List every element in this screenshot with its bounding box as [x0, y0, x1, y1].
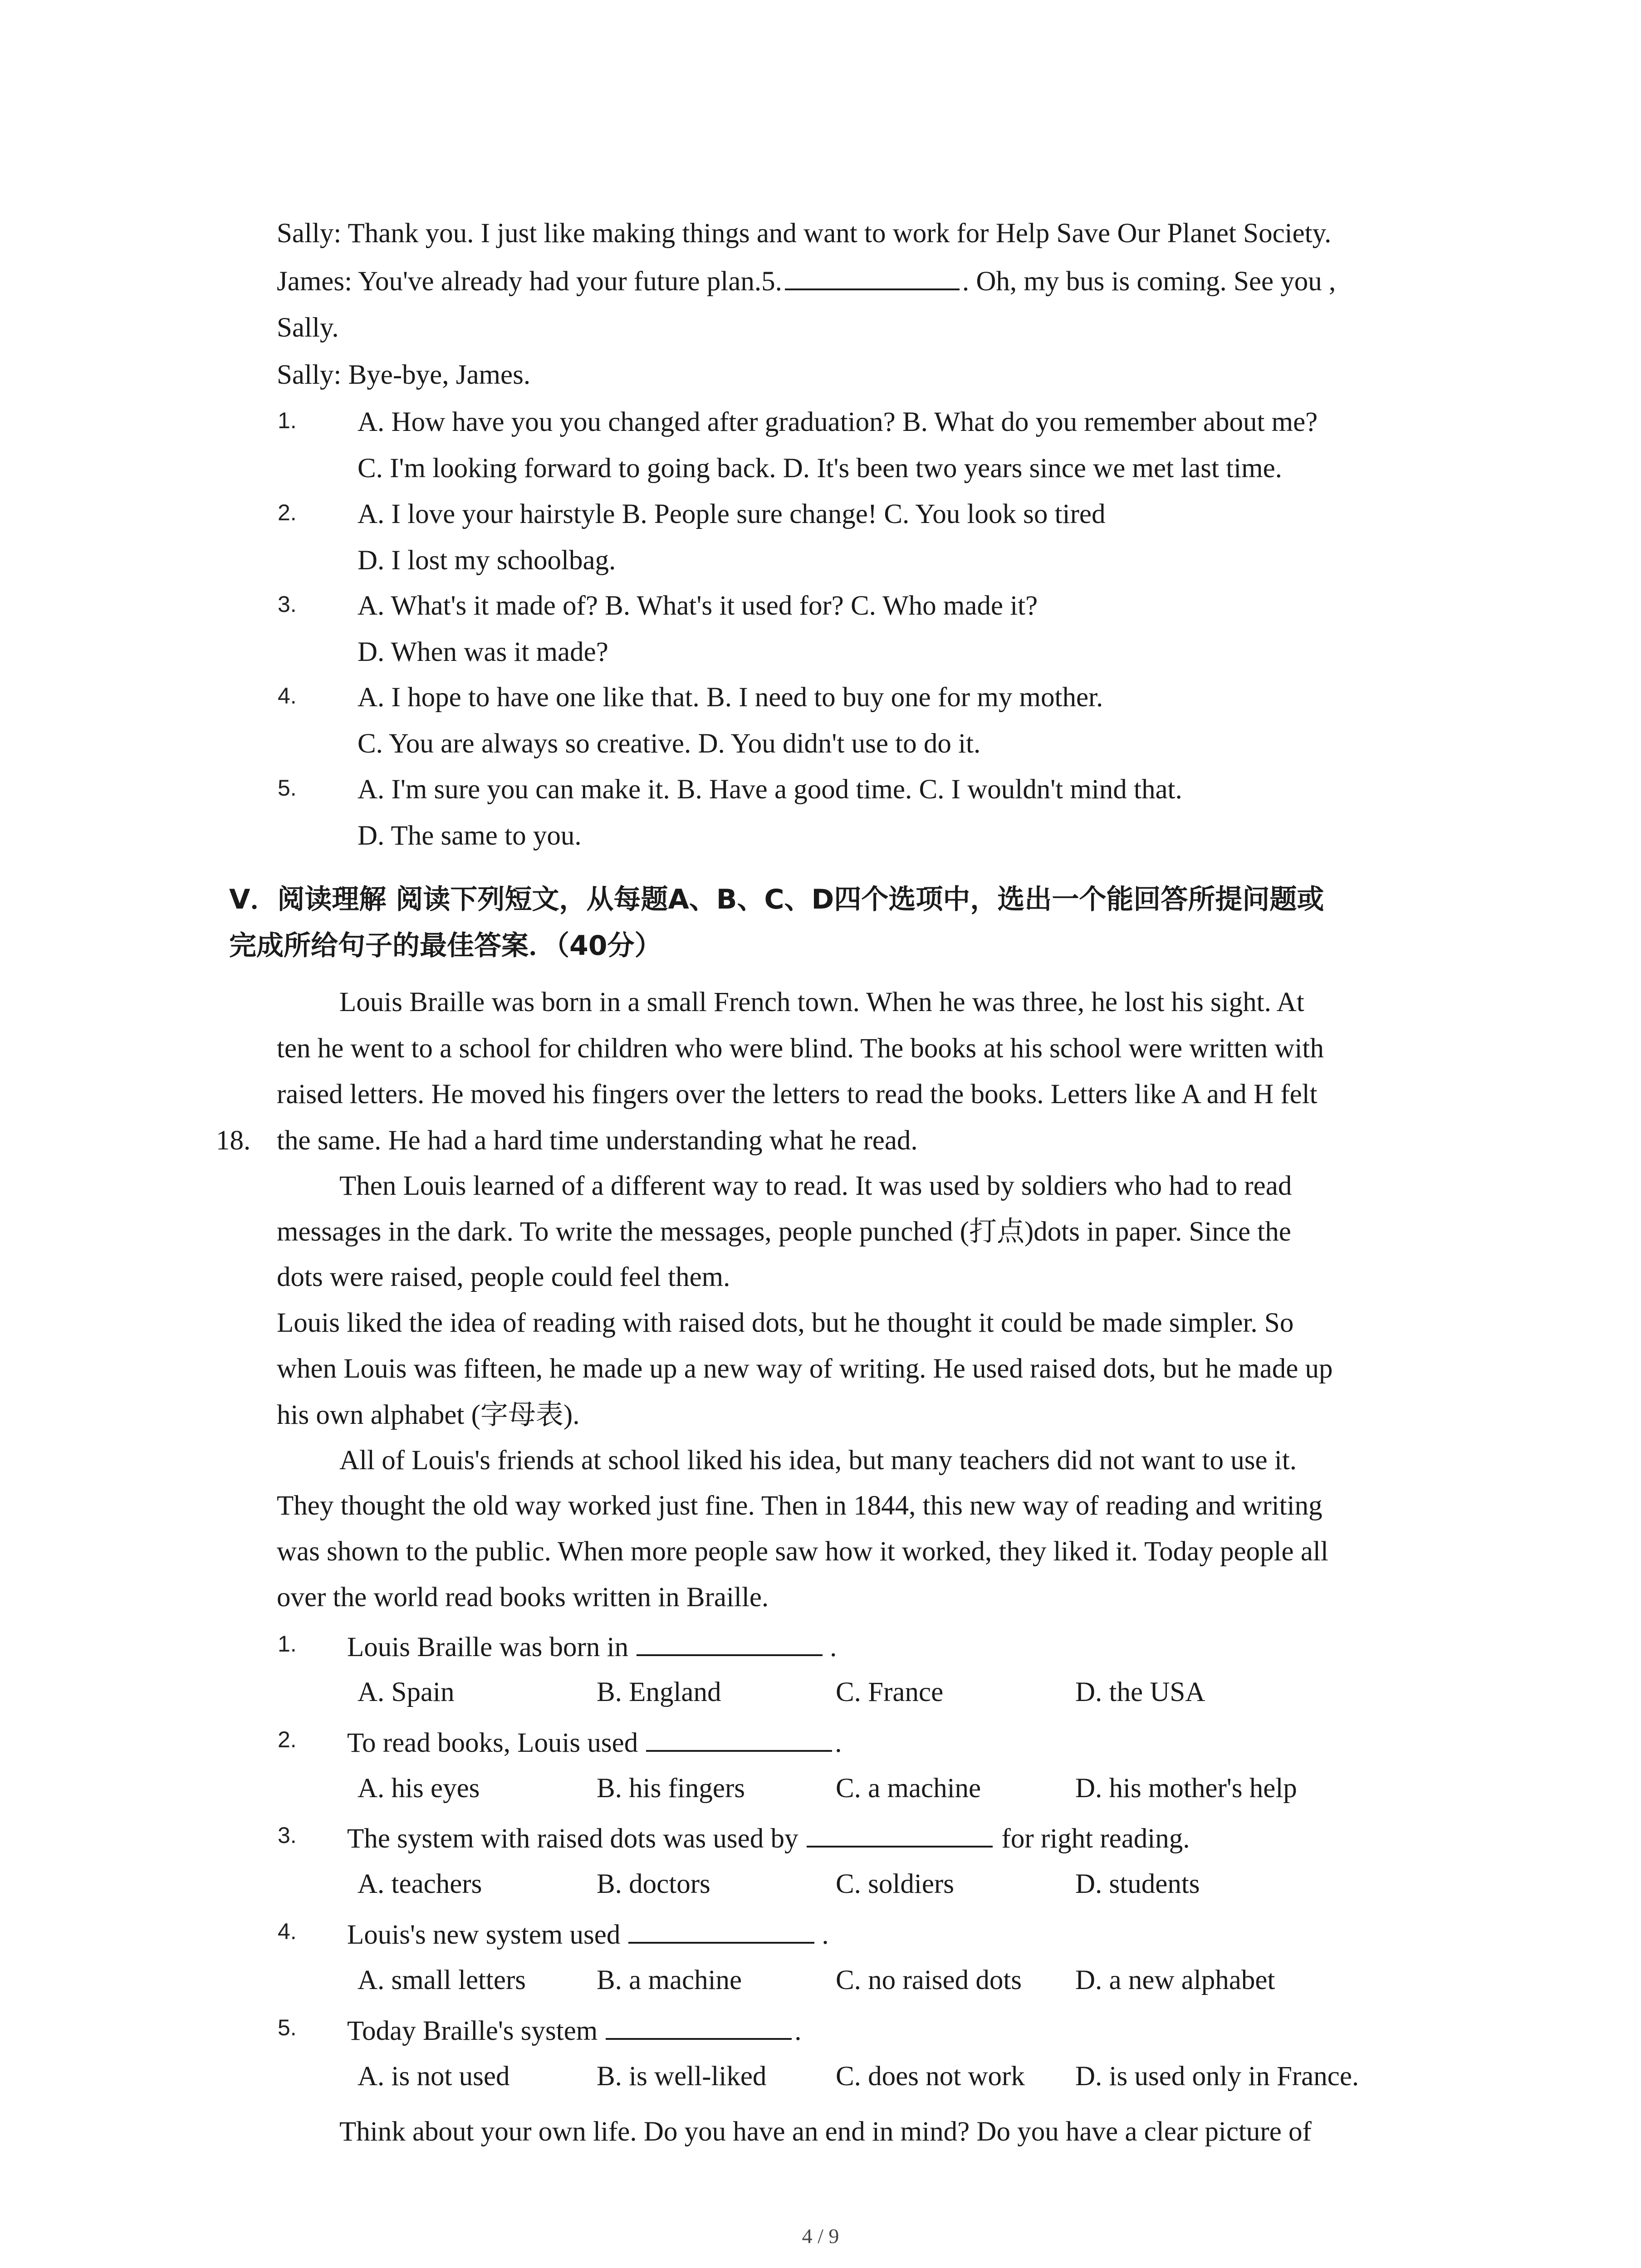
dialogue-line-4: Sally: Bye-bye, James.	[277, 360, 531, 390]
passage-line: ten he went to a school for children who were blind. The books at his school were written with	[277, 1033, 1324, 1064]
question-number: 5.	[278, 2015, 297, 2040]
passage-line: raised letters. He moved his fingers over the letters to read the books. Letters like A and H felt	[277, 1079, 1318, 1110]
passage-line: dots were raised, people could feel them.	[277, 1262, 730, 1292]
option-a: A. Spain	[358, 1677, 455, 1707]
option-a: A. teachers	[358, 1869, 482, 1899]
passage-line: his own alphabet (字母表).	[277, 1400, 580, 1430]
dialogue-line-2	[277, 263, 1336, 300]
option-d: D. students	[1075, 1869, 1200, 1899]
question-options-line: A. I love your hairstyle B. People sure change! C. You look so tired	[358, 499, 1106, 529]
question-stem-end: .	[835, 1728, 842, 1758]
question-stem	[347, 1916, 829, 1953]
dialogue-line-2-text-a: James: You've already had your future plan.5.	[277, 266, 782, 297]
question-stem	[347, 1725, 842, 1761]
question-stem-text: Louis Braille was born in	[347, 1632, 629, 1662]
answer-blank	[606, 2013, 792, 2040]
question-options-line: A. What's it made of? B. What's it used for? C. Who made it?	[358, 591, 1038, 621]
question-stem-end: .	[794, 2016, 802, 2046]
option-d: D. a new alphabet	[1075, 1965, 1275, 1995]
question-stem	[347, 2013, 802, 2049]
passage-line: All of Louis's friends at school liked his idea, but many teachers did not want to use it.	[339, 1445, 1297, 1476]
answer-blank	[628, 1916, 814, 1944]
passage-line: They thought the old way worked just fine. Then in 1844, this new way of reading and writing	[277, 1491, 1323, 1521]
question-stem-end: for right reading.	[1001, 1823, 1190, 1854]
question-stem-text: To read books, Louis used	[347, 1728, 638, 1758]
dialogue-line-1: Sally: Thank you. I just like making things and want to work for Help Save Our Planet Society.	[277, 218, 1332, 249]
option-d: D. is used only in France.	[1075, 2061, 1359, 2092]
question-number: 5.	[278, 775, 297, 801]
question-options-line: D. When was it made?	[358, 637, 608, 667]
passage-line: when Louis was fifteen, he made up a new way of writing. He used raised dots, but he made up	[277, 1354, 1333, 1384]
option-b: B. England	[597, 1677, 721, 1707]
question-options-line: A. How have you you changed after graduation? B. What do you remember about me?	[358, 407, 1318, 437]
option-b: B. his fingers	[597, 1773, 745, 1804]
answer-blank	[646, 1725, 832, 1752]
option-a: A. is not used	[358, 2061, 510, 2092]
passage-line: messages in the dark. To write the messages, people punched (打点)dots in paper. Since the	[277, 1217, 1291, 1247]
option-c: C. does not work	[836, 2061, 1025, 2092]
dialogue-line-3: Sally.	[277, 313, 339, 343]
question-number: 1.	[278, 408, 297, 433]
question-options-line: D. I lost my schoolbag.	[358, 545, 616, 576]
question-number: 3.	[278, 1823, 297, 1848]
question-stem-text: Louis's new system used	[347, 1920, 621, 1950]
option-c: C. France	[836, 1677, 944, 1707]
question-options-line: A. I hope to have one like that. B. I need to buy one for my mother.	[358, 682, 1103, 713]
passage-line: Louis Braille was born in a small French town. When he was three, he lost his sight. At	[339, 987, 1304, 1017]
option-d: D. the USA	[1075, 1677, 1205, 1707]
passage-line: over the world read books written in Braille.	[277, 1582, 769, 1613]
option-c: C. no raised dots	[836, 1965, 1022, 1995]
question-options-line: C. I'm looking forward to going back. D. It's been two years since we met last time.	[358, 453, 1282, 484]
section-heading-line-2: 完成所给句子的最佳答案．（40分）	[229, 930, 662, 962]
question-stem	[347, 1820, 1190, 1857]
question-stem-text: The system with raised dots was used by	[347, 1823, 798, 1854]
question-number: 1.	[278, 1631, 297, 1657]
question-stem	[347, 1629, 837, 1666]
question-options-line: A. I'm sure you can make it. B. Have a good time. C. I wouldn't mind that.	[358, 774, 1182, 805]
option-c: C. a machine	[836, 1773, 981, 1804]
answer-blank	[637, 1629, 823, 1656]
question-number: 2.	[278, 1727, 297, 1752]
answer-blank	[807, 1820, 993, 1848]
passage-number: 18.	[216, 1125, 251, 1156]
question-number: 3.	[278, 591, 297, 617]
option-d: D. his mother's help	[1075, 1773, 1297, 1804]
question-options-line: D. The same to you.	[358, 821, 582, 851]
question-stem-text: Today Braille's system	[347, 2016, 598, 2046]
option-b: B. doctors	[597, 1869, 710, 1899]
question-stem-end: .	[830, 1632, 837, 1662]
question-number: 4.	[278, 1919, 297, 1944]
option-b: B. a machine	[597, 1965, 742, 1995]
passage-line: Louis liked the idea of reading with raised dots, but he thought it could be made simpler. So	[277, 1308, 1294, 1338]
page-number: 4 / 9	[802, 2224, 839, 2248]
section-heading-line-1: Ⅴ．阅读理解 阅读下列短文，从每题A、B、C、D四个选项中，选出一个能回答所提问题或	[229, 884, 1324, 915]
option-b: B. is well-liked	[597, 2061, 767, 2092]
next-passage-line: Think about your own life. Do you have an end in mind? Do you have a clear picture of	[339, 2116, 1312, 2147]
question-options-line: C. You are always so creative. D. You didn't use to do it.	[358, 728, 981, 759]
option-a: A. his eyes	[358, 1773, 480, 1804]
question-stem-end: .	[822, 1920, 829, 1950]
answer-blank	[785, 263, 960, 290]
passage-line: the same. He had a hard time understanding what he read.	[277, 1125, 918, 1156]
question-number: 2.	[278, 500, 297, 525]
passage-line: was shown to the public. When more people saw how it worked, they liked it. Today people all	[277, 1536, 1328, 1567]
option-c: C. soldiers	[836, 1869, 954, 1899]
option-a: A. small letters	[358, 1965, 526, 1995]
dialogue-line-2-text-b: . Oh, my bus is coming. See you ,	[962, 266, 1336, 297]
passage-line: Then Louis learned of a different way to read. It was used by soldiers who had to read	[339, 1171, 1292, 1201]
question-number: 4.	[278, 683, 297, 709]
